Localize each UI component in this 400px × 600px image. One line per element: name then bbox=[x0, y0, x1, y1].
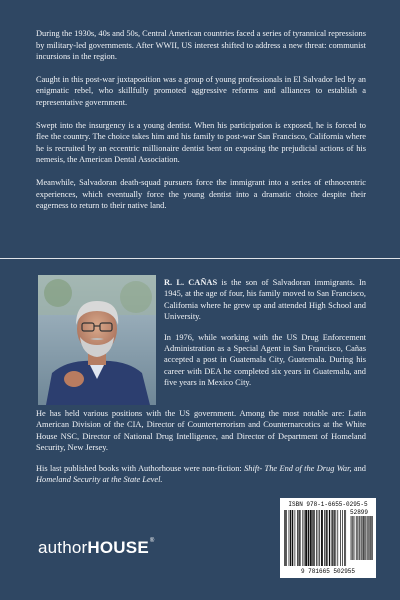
barcode-bar bbox=[302, 510, 303, 566]
barcode-bar bbox=[326, 510, 327, 566]
author-name: R. L. CAÑAS bbox=[164, 278, 218, 287]
bio-paragraph bbox=[164, 277, 366, 323]
barcode-bar bbox=[305, 510, 306, 566]
publisher-logo bbox=[38, 538, 155, 558]
barcode-bar bbox=[295, 510, 296, 566]
bio-paragraph: In 1976, while working with the US Drug Enforcement Administration as a Special Agent in San Francisco, Cañas accepted a post in Guatemala City, Guatemala. During his career with DEA he completed six years in Guatemala, and five years in Mexico City. bbox=[164, 332, 366, 388]
barcode-bar bbox=[306, 510, 307, 566]
bio-paragraph: He has held various positions with the US government. Among the most notable are: Latin American Division of the CIA, Director of Counterterrorism and Counternarcotics at the White House NSC, Director of National Drug Intelligence, and Director of Department of Homeland Security, New Jersey. bbox=[36, 409, 366, 453]
barcode-bar bbox=[330, 510, 331, 566]
barcode-bar bbox=[326, 510, 327, 566]
barcode-bar bbox=[335, 510, 336, 566]
synopsis-paragraph: Meanwhile, Salvadoran death-squad pursuers force the immigrant into a series of ethnocentric experiences, which eventually force the young dentist into a dramatic choice despite their eagerness to return to their native land. bbox=[36, 177, 366, 211]
isbn-barcode bbox=[280, 498, 376, 578]
registered-mark: ® bbox=[149, 538, 155, 544]
barcode-bar bbox=[310, 510, 311, 566]
barcode-bar bbox=[286, 510, 287, 566]
barcode-bar bbox=[316, 510, 317, 566]
barcode-bar bbox=[308, 510, 309, 566]
synopsis-paragraph: Caught in this post-war juxtaposition was a group of young professionals in El Salvador led by an enigmatic rebel, who skillfully promoted aggressive reforms and alliances to establish a representative government. bbox=[36, 74, 366, 107]
barcode-bar bbox=[290, 510, 291, 566]
barcode-bar bbox=[284, 510, 285, 566]
barcode-bar bbox=[322, 510, 323, 566]
barcode-bar bbox=[312, 510, 313, 566]
barcode-bar bbox=[332, 510, 333, 566]
synopsis-paragraph: Swept into the insurgency is a young dentist. When his participation is exposed, he is forced to flee the country. The choice takes him and his family to post-war San Francisco, California where he is recruited by an eccentric millionaire dentist bent on exposing the prejudicial actions of his nemesis, the American Dental Association. bbox=[36, 120, 366, 165]
bio-text: His last published books with Authorhouse were non-fiction: bbox=[36, 463, 245, 473]
book-title: Shift- The End of the Drug War, bbox=[244, 463, 352, 473]
barcode-bar bbox=[345, 510, 346, 566]
book-title: Homeland Security at the State Level. bbox=[36, 475, 163, 485]
barcode-bar bbox=[297, 510, 298, 566]
barcode-bar bbox=[313, 510, 314, 566]
barcode-bar bbox=[311, 510, 312, 566]
barcode-bar bbox=[342, 510, 343, 566]
barcode-bar bbox=[322, 510, 323, 566]
barcode-bar bbox=[329, 510, 330, 566]
section-divider bbox=[0, 258, 400, 259]
bio-text: is the son of Salvadoran immigrants. In 1945, at the age of four, his family moved to San Francisco, California where he grew up and attended High School and University. bbox=[164, 278, 366, 322]
barcode-bar bbox=[300, 510, 301, 566]
barcode-bar bbox=[289, 510, 290, 566]
barcode-bar bbox=[299, 510, 300, 566]
barcode-bar bbox=[340, 510, 341, 566]
isbn-label: ISBN 978-1-6655-0295-5 bbox=[288, 501, 368, 508]
author-photo bbox=[38, 275, 156, 405]
synopsis bbox=[36, 28, 366, 223]
barcode-bar bbox=[334, 510, 335, 566]
barcode-bar bbox=[318, 510, 319, 566]
bio-text: and bbox=[351, 463, 366, 473]
author-bio-career bbox=[36, 408, 366, 494]
logo-text-author: author bbox=[38, 538, 88, 557]
logo-text-house: HOUSE bbox=[87, 538, 149, 557]
bio-paragraph bbox=[36, 463, 366, 486]
barcode-bar bbox=[285, 510, 286, 566]
barcode-bar bbox=[306, 510, 307, 566]
barcode-bar bbox=[337, 510, 338, 566]
barcode-bar bbox=[344, 510, 345, 566]
barcode-digits: 9 781665 502955 bbox=[300, 568, 355, 575]
barcode-bar bbox=[304, 510, 305, 566]
author-bio-intro bbox=[164, 277, 366, 398]
barcode-bar bbox=[293, 510, 294, 566]
barcode-bar bbox=[291, 510, 292, 566]
barcode-bar bbox=[334, 510, 335, 566]
barcode-bars bbox=[280, 498, 376, 578]
barcode-bar bbox=[314, 510, 315, 566]
barcode-bar bbox=[327, 510, 328, 566]
barcode-bar bbox=[319, 510, 320, 566]
barcode-bar bbox=[308, 510, 309, 566]
barcode-bar bbox=[292, 510, 293, 566]
barcode-bar bbox=[310, 510, 311, 566]
barcode-bar bbox=[321, 510, 322, 566]
barcode-bar bbox=[298, 510, 299, 566]
barcode-bar bbox=[332, 510, 333, 566]
author-portrait-image bbox=[38, 275, 156, 405]
synopsis-paragraph: During the 1930s, 40s and 50s, Central American countries faced a series of tyrannical repressions by military-led governments. After WWII, US interest shifted to address a new threat: communist incursions in the region. bbox=[36, 29, 366, 62]
barcode-bar bbox=[324, 510, 325, 566]
price-code: 52899 bbox=[350, 509, 369, 516]
